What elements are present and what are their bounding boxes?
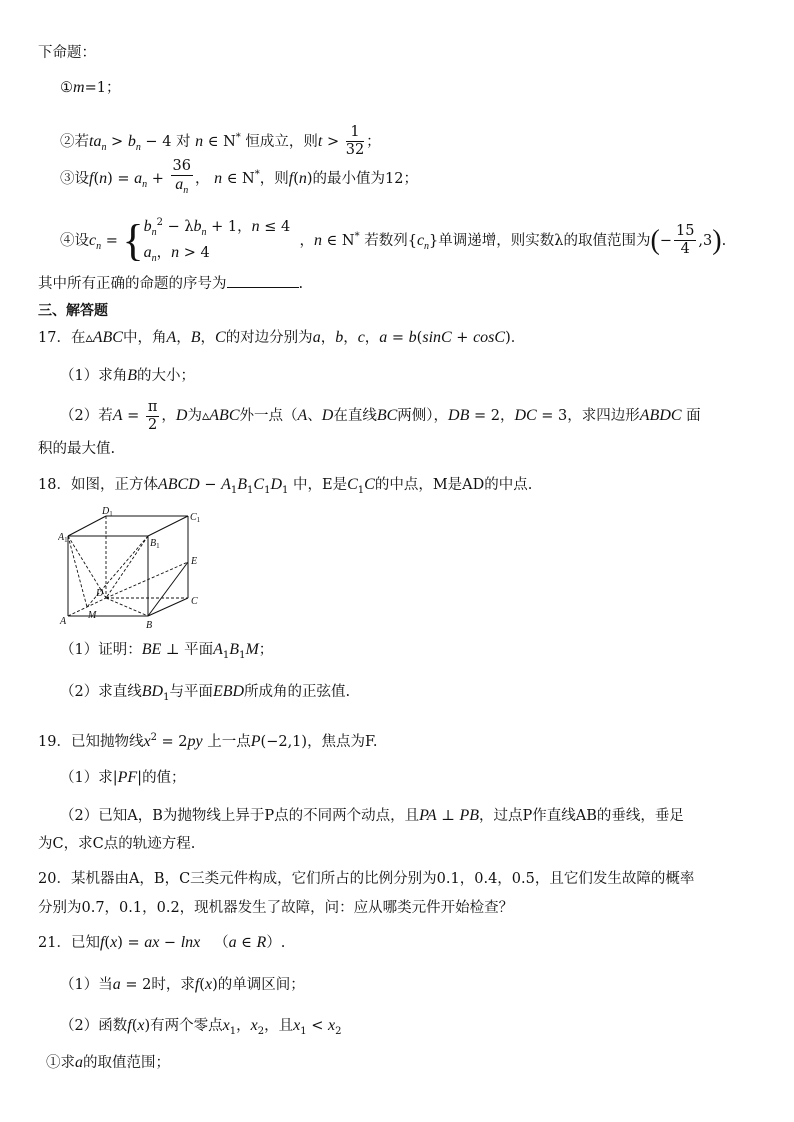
q19-part1: （1）求|PF|的值； xyxy=(60,769,186,786)
cube-label-b: B xyxy=(146,620,153,631)
q17-part1: （1）求角B的大小； xyxy=(60,367,196,384)
proposition-2: ②若$ta_n > b_n - 4$ 对 n ∈ N* 恒成立，则t > $\frac{1}{32}$ ； xyxy=(60,124,381,159)
q18-part1: （1）证明：BE ⊥ 平面$A_1B_1M$； xyxy=(60,641,274,661)
q21-part2: （2）函数f(x)有两个零点$x_1$，$x_2$，且$x_1 < x_2$ xyxy=(60,1017,342,1037)
q18-part2: （2）求直线$BD_1$与平面EBD所成角的正弦值. xyxy=(60,683,351,703)
q17-stem: 17．在▵ABC中，角A，B，C的对边分别为a，b，c，a = b(sinC + cosC)． xyxy=(38,329,526,346)
cube-label-e: E xyxy=(191,556,198,567)
cube-label-b1: $B_1$ xyxy=(150,538,160,550)
cube-label-c: C xyxy=(191,596,198,607)
cube-label-a: A xyxy=(60,616,67,627)
q19-part2: （2）已知A，B为抛物线上异于P点的不同两个动点，且PA ⊥ PB，过点P作直线AB的垂线，垂足 xyxy=(60,807,684,824)
cube-label-m: M xyxy=(88,610,97,621)
q18-stem: 18．如图，正方体ABCD − $A_1B_1C_1D_1$ 中，E是$C_1C$的中点，M是AD的中点. xyxy=(38,476,533,496)
cube-label-a1: $A_1$ xyxy=(58,532,68,544)
intro-line: 下命题： xyxy=(38,45,96,61)
answer-prompt: 其中所有正确的命题的序号为 . xyxy=(38,273,303,294)
q17-part2: （2）若A = $\frac{\pi}{2}$ ，D为▵ABC外一点（A、D在直线BC两侧），DB = 2，DC = 3，求四边形ABDC 面 xyxy=(60,398,701,433)
section-heading: 三、解答题 xyxy=(38,303,108,319)
cube-figure xyxy=(58,506,208,632)
proposition-3: ③设$f(n) = a_n$ + $\frac{36}{a_n}$ ， n ∈ N*，则f(n)的最小值为12； xyxy=(60,158,418,197)
cube-label-d1: $D_1$ xyxy=(102,506,113,518)
q21-part1: （1）当a = 2时，求f(x)的单调区间； xyxy=(60,976,305,993)
cube-label-c1: $C_1$ xyxy=(190,512,201,524)
q21-stem: 21．已知f(x) = ax − lnx （a ∈ R）. xyxy=(38,934,286,951)
q19-stem: 19．已知抛物线$x^2 = 2py$ 上一点P(−2,1)，焦点为F. xyxy=(38,732,378,750)
q17-part2-cont: 积的最大值. xyxy=(38,441,116,457)
proposition-4: ④设$c_n$ = { $b_n^2 - \lambda b_n + 1$，n ≤ 4 $a_n$，n > 4 ，n ∈ N* 若数列$\{c_n\}$单调递增，则实数λ的取值范围为(− $\frac{15}{4}$ ,3). xyxy=(60,215,727,265)
q20-line2: 分别为0.7，0.1，0.2，现机器发生了故障，问：应从哪类元件开始检查？ xyxy=(38,900,514,916)
cube-label-d: D xyxy=(96,588,104,599)
answer-blank xyxy=(227,273,299,288)
q20-line1: 20．某机器由A，B，C三类元件构成，它们所占的比例分别为0.1，0.4，0.5，且它们发生故障的概率 xyxy=(38,871,695,887)
proposition-1: ①m=1； xyxy=(60,79,121,96)
q19-part2-cont: 为C，求C点的轨迹方程. xyxy=(38,836,196,852)
q21-subpart1: ①求a的取值范围； xyxy=(46,1054,170,1071)
